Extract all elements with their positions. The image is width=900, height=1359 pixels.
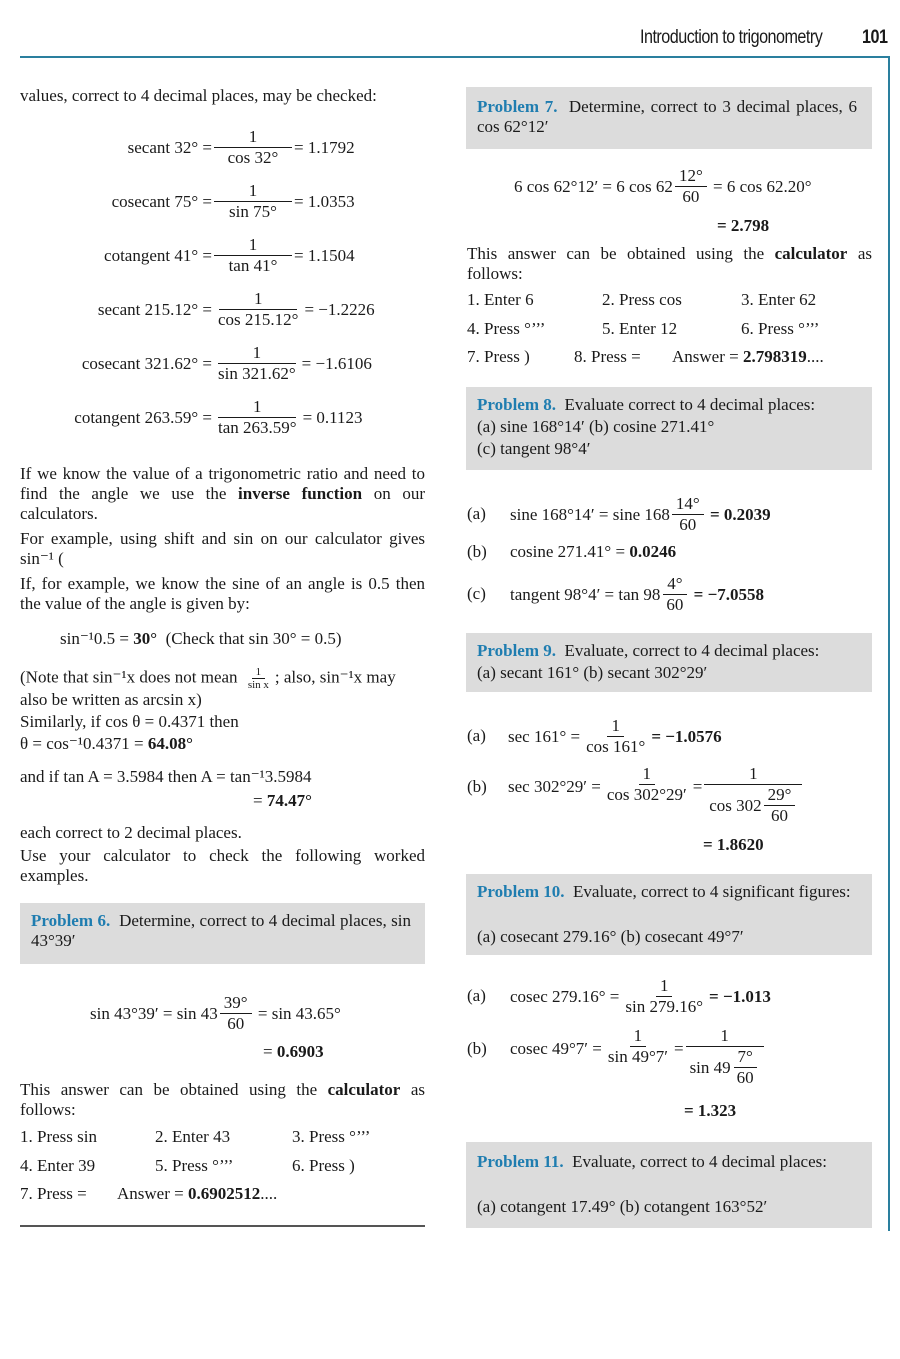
equation-result: = 0.1123 [302,407,363,427]
problem-7-answer: Answer = 2.798319.... [672,347,824,366]
part-label: (a) [467,726,486,745]
problem-6-equation: sin 43°39′ = sin 43 $\frac{39^\circ}{60}$ = sin 43.65° [90,993,341,1033]
problem-10b-equation: cosec 49°7′ = $\frac{1}{\sin 49^\circ 7'}$ = 1 sin 49 $\frac{7^\circ}{60}$ [510,1026,766,1088]
part-label: (a) [467,504,486,523]
problem-6-calc-text: This answer can be obtained using the calculator as follows: [20,1080,425,1119]
equation-label: secant 215.12° = [97,299,212,319]
problem-9b-equation: sec 302°29′ = $\frac{1}{\cos 302^\circ 29'}$ = 1 cos 302 $\frac{29^\circ}{60}$ [508,764,804,826]
step: 4. Press °’’’ [467,319,546,338]
example-paragraph: For example, using shift and sin on our calculator gives sin⁻¹ ( [20,529,425,568]
step: 7. Press ) [467,347,530,366]
problem-7-calc-text: This answer can be obtained using the calculator as follows: [467,244,872,283]
fraction: $\frac{1}{\tan 41^\circ}$ [214,235,292,276]
note-line: (Note that sin⁻¹x does not mean $\frac{1}{\text{sin x}}$ ; also, sin⁻¹x may [20,666,396,691]
part-label: (b) [467,1039,487,1058]
column-end-rule [20,1225,425,1227]
similarly-line: Similarly, if cos θ = 0.4371 then [20,712,239,731]
step: 6. Press °’’’ [741,319,820,338]
running-header-title: Introduction to trigonometry [640,27,823,48]
step: 1. Enter 6 [467,290,534,309]
fraction: $\frac{1}{\sin 75^\circ}$ [214,181,292,222]
inverse-paragraph: If we know the value of a trigonometric ratio and need to find the angle we use the inverse function on our calculators. [20,464,425,523]
problem-10a-equation: cosec 279.16° = $\frac{1}{\sin 279.16^\circ}$ = −1.013 [510,976,771,1016]
use-calculator-text: Use your calculator to check the following worked examples. [20,846,425,885]
tan-equation: and if tan A = 3.5984 then A = tan⁻¹3.5984 [20,767,312,786]
problem-8-box: Problem 8. Evaluate correct to 4 decimal places: (a) sine 168°14′ (b) cosine 271.41° (c) tangent 98°4′ [466,387,872,470]
step: 8. Press = [574,347,641,366]
problem-8b-equation: cosine 271.41° = 0.0246 [510,542,677,561]
header-rule [20,56,890,58]
part-label: (b) [467,542,487,561]
note-line-2: also be written as arcsin x) [20,690,202,709]
equation-label: cotangent 41° = [104,245,212,265]
part-label: (a) [467,986,486,1005]
fraction: $\frac{1}{\sin 321.62^\circ}$ [218,343,296,383]
step: 5. Press °’’’ [155,1156,234,1175]
equation-result: = −1.2226 [304,299,375,319]
equation-result: = −1.6106 [301,353,372,373]
part-label: (b) [467,777,487,796]
problem-9b-result: = 1.8620 [703,835,764,854]
page-number: 101 [862,27,888,48]
equation-label: secant 32° = [127,137,212,157]
step: 3. Press °’’’ [292,1127,371,1146]
part-label: (c) [467,584,486,603]
reciprocal-equation [20,343,372,384]
step: 3. Enter 62 [741,290,817,309]
reciprocal-equation [20,235,355,276]
theta-equation: θ = cos⁻¹0.4371 = 64.08° [20,734,193,753]
step: 1. Press sin [20,1127,97,1146]
problem-9a-equation: sec 161° = $\frac{1}{\cos 161^\circ}$ = −1.0576 [508,716,722,756]
problem-10b-result: = 1.323 [684,1101,737,1120]
problem-7-equation: 6 cos 62°12′ = 6 cos 62 $\frac{12^\circ}{60}$ = 6 cos 62.20° [514,166,812,206]
tan-result: = 74.47° [253,791,312,810]
step: 6. Press ) [292,1156,355,1175]
sine-paragraph: If, for example, we know the sine of an angle is 0.5 then the value of the angle is given by: [20,574,425,613]
reciprocal-equation [20,289,375,330]
equation-label: cosecant 321.62° = [81,353,212,373]
step: 2. Enter 43 [155,1127,231,1146]
problem-8c-equation: tangent 98°4′ = tan 98 $\frac{4^\circ}{60}$ = −7.0558 [510,574,765,614]
step: 2. Press cos [602,290,682,309]
reciprocal-equation [20,397,363,438]
equation-label: cotangent 263.59° = [74,407,212,427]
margin-rule [888,56,890,1231]
problem-10-box: Problem 10. Evaluate, correct to 4 significant figures: (a) cosecant 279.16° (b) cosecant 49°7′ [466,874,872,955]
step: 4. Enter 39 [20,1156,96,1175]
equation-result: = 1.1792 [294,137,355,157]
inverse-sine-equation: sin⁻¹0.5 = 30° (Check that sin 30° = 0.5) [60,629,342,648]
problem-9-box: Problem 9. Evaluate, correct to 4 decimal places: (a) secant 161° (b) secant 302°29′ [466,633,872,692]
equation-label: cosecant 75° = [111,191,212,211]
reciprocal-equation [20,181,355,222]
problem-6-box: Problem 6. Determine, correct to 4 decimal places, sin 43°39′ [20,903,425,964]
equation-result: = 1.0353 [294,191,355,211]
intro-text: values, correct to 4 decimal places, may be checked: [20,86,377,105]
problem-7-result: = 2.798 [717,216,770,235]
decimal-note: each correct to 2 decimal places. [20,823,242,842]
fraction: $\frac{1}{\tan 263.59^\circ}$ [218,397,297,437]
problem-11-box: Problem 11. Evaluate, correct to 4 decimal places: (a) cotangent 17.49° (b) cotangent 163°52′ [466,1142,872,1228]
equation-result: = 1.1504 [294,245,355,265]
problem-6-answer: Answer = 0.6902512.... [117,1184,278,1203]
problem-7-box: Problem 7. Determine, correct to 3 decimal places, 6 cos 62°12′ [466,87,872,149]
problem-6-result: = 0.6903 [263,1042,324,1061]
problem-8a-equation: sine 168°14′ = sine 168 $\frac{14^\circ}{60}$ = 0.2039 [510,494,771,534]
fraction: $\frac{1}{\cos 215.12^\circ}$ [218,289,299,329]
fraction: $\frac{1}{\cos 32^\circ}$ [214,127,292,168]
step: 7. Press = [20,1184,87,1203]
step: 5. Enter 12 [602,319,678,338]
reciprocal-equation [20,127,355,168]
